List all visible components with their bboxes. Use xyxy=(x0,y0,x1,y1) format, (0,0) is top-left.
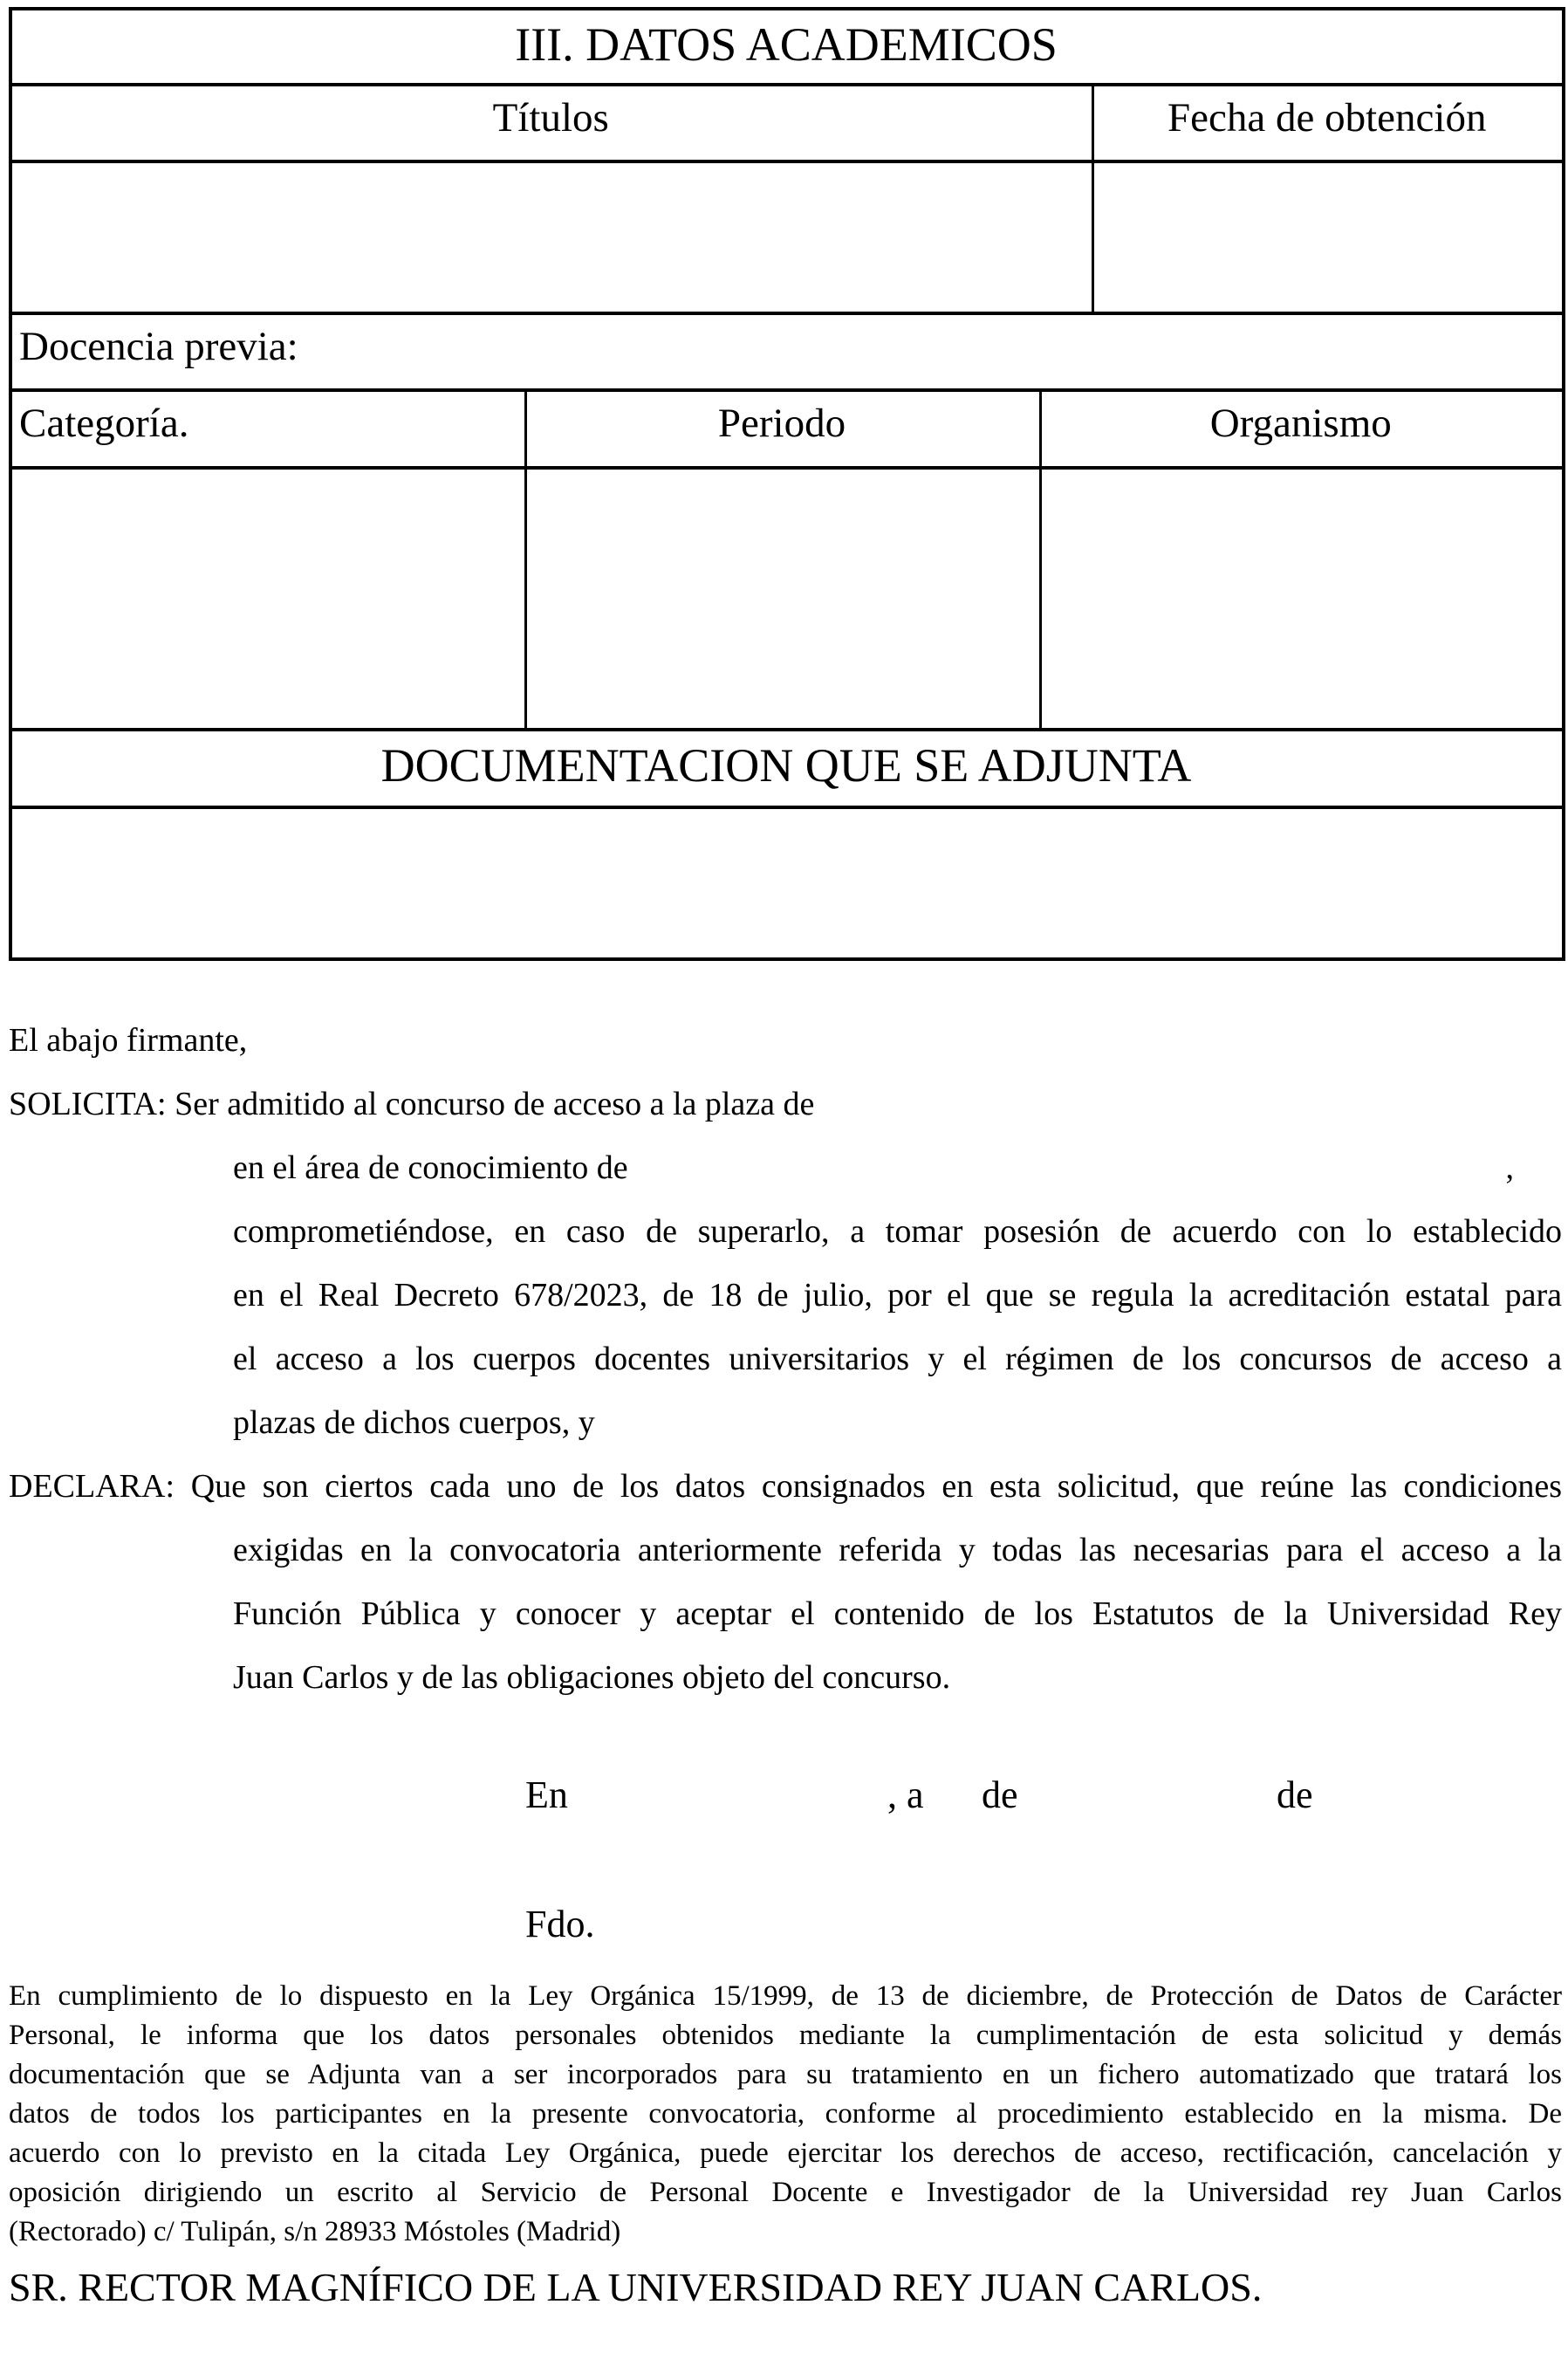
line-firmante: El abajo firmante, xyxy=(9,1022,248,1059)
line-acceso: el acceso a los cuerpos docentes universitarios y el régimen de los concursos de acceso a xyxy=(233,1341,1562,1377)
line-solicita: SOLICITA: Ser admitido al concurso de acceso a la plaza de xyxy=(9,1086,815,1122)
documentacion-header-row xyxy=(10,730,1564,807)
addressee-line: SR. RECTOR MAGNÍFICO DE LA UNIVERSIDAD REY JUAN CARLOS. xyxy=(9,2265,1263,2309)
legal-line: oposición dirigiendo un escrito al Servicio de Personal Docente e Investigador de la Universidad rey Juan Carlos xyxy=(9,2177,1562,2208)
fecha-obtencion-input-cell xyxy=(1092,161,1564,313)
en-label: En xyxy=(525,1773,568,1816)
documentacion-header: DOCUMENTACION QUE SE ADJUNTA xyxy=(10,730,1564,807)
organismo-header: Organismo xyxy=(1040,390,1564,468)
line-area xyxy=(9,1136,1562,1200)
place-date-line xyxy=(9,1763,1562,1827)
de-label-2: de xyxy=(1277,1773,1313,1816)
datos-academicos-table xyxy=(9,7,1565,961)
legal-line: (Rectorado) c/ Tulipán, s/n 28933 Móstoles (Madrid) xyxy=(9,2216,621,2247)
legal-line: En cumplimiento de lo dispuesto en la Ley Orgánica 15/1999, de 13 de diciembre, de Protección de Datos de Carácter xyxy=(9,1980,1562,2012)
line-declara: DECLARA: Que son ciertos cada uno de los datos consignados en esta solicitud, que reúne las condiciones xyxy=(9,1468,1562,1505)
line-juancarlos: Juan Carlos y de las obligaciones objeto del concurso. xyxy=(233,1659,951,1696)
line-comprometiendose: comprometiéndose, en caso de superarlo, a tomar posesión de acuerdo con lo establecido xyxy=(233,1213,1562,1250)
categoria-header: Categoría. xyxy=(10,390,525,468)
line-decreto: en el Real Decreto 678/2023, de 18 de julio, por el que se regula la acreditación estatal para xyxy=(233,1277,1562,1314)
titulos-empty-row xyxy=(10,161,1564,313)
docencia-empty-row xyxy=(10,468,1564,730)
line-funcion: Función Pública y conocer y aceptar el contenido de los Estatutos de la Universidad Rey xyxy=(233,1595,1562,1632)
line-area-text: en el área de conocimiento de xyxy=(233,1149,628,1186)
line-plazas: plazas de dichos cuerpos, y xyxy=(233,1404,595,1441)
documentacion-empty-row xyxy=(10,807,1564,959)
organismo-input-cell xyxy=(1040,468,1564,730)
legal-line: documentación que se Adjunta van a ser incorporados para su tratamiento en un fichero automatizado que tratará los xyxy=(9,2059,1562,2090)
declaration-body xyxy=(9,1009,1562,1710)
docencia-headers-row xyxy=(10,390,1564,468)
de-label-1: de xyxy=(982,1773,1018,1816)
legal-line: acuerdo con lo previsto en la citada Ley Orgánica, puede ejercitar los derechos de acceso, rectificación, cancelación y xyxy=(9,2137,1562,2169)
legal-notice xyxy=(9,1977,1562,2252)
section-title-row xyxy=(10,9,1564,85)
line-exigidas: exigidas en la convocatoria anteriormente referida y todas las necesarias para el acceso a la xyxy=(233,1532,1562,1568)
categoria-input-cell xyxy=(10,468,525,730)
legal-line: datos de todos los participantes en la presente convocatoria, conforme al procedimiento establecido en la misma. De xyxy=(9,2098,1562,2130)
fecha-obtencion-header: Fecha de obtención xyxy=(1092,85,1564,161)
periodo-header: Periodo xyxy=(525,390,1040,468)
titulos-input-cell xyxy=(10,161,1092,313)
docencia-previa-label: Docencia previa: xyxy=(10,313,1564,390)
line-area-comma: , xyxy=(1505,1149,1514,1186)
fdo-line: Fdo. xyxy=(525,1903,595,1945)
a-label: , a xyxy=(887,1773,924,1816)
documentacion-input-cell xyxy=(10,807,1564,959)
docencia-previa-row xyxy=(10,313,1564,390)
periodo-input-cell xyxy=(525,468,1040,730)
titulos-header: Títulos xyxy=(10,85,1092,161)
section-title: III. DATOS ACADEMICOS xyxy=(10,9,1564,85)
legal-line: Personal, le informa que los datos personales obtenidos mediante la cumplimentación de esta solicitud y demás xyxy=(9,2020,1562,2051)
titulos-header-row xyxy=(10,85,1564,161)
